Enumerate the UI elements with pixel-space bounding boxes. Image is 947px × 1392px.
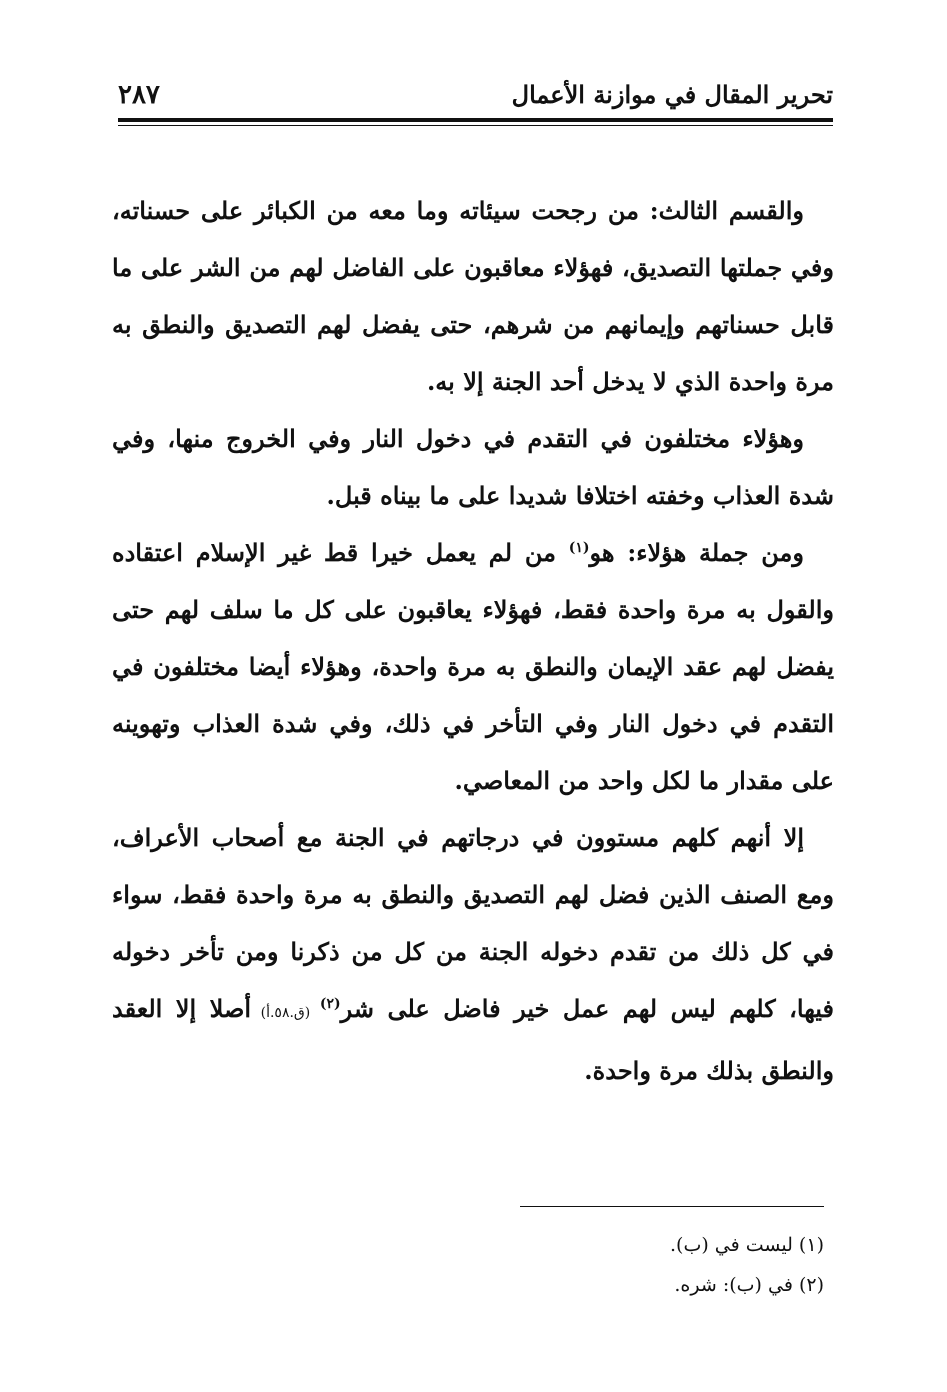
page-number: ٢٨٧ bbox=[118, 80, 160, 110]
footnote: (١) ليست في (ب). bbox=[670, 1234, 824, 1256]
footnote-ref: (١) bbox=[568, 540, 590, 556]
paragraph: وهؤلاء مختلفون في التقدم في دخول النار وفي الخروج منها، وفي شدة العذاب وخفته اختلافا شديدا على ما بيناه قبل. bbox=[112, 424, 834, 510]
manuscript-folio-marker: (ق.٥٨.أ) bbox=[251, 1005, 320, 1021]
footnote-separator bbox=[520, 1206, 824, 1207]
header-rule-thin bbox=[118, 125, 833, 126]
page-header bbox=[118, 80, 833, 120]
paragraph bbox=[112, 524, 834, 809]
paragraph bbox=[112, 809, 834, 1099]
paragraph-text: أصلا إلا العقد والنطق بذلك مرة واحدة. bbox=[112, 994, 834, 1085]
paragraph-text: إلا أنهم كلهم مستوون في درجاتهم في الجنة مع أصحاب الأعراف، ومع الصنف الذين فضل لهم التصديق والنطق به مرة واحدة فقط، سواء في كل ذلك من تقدم دخوله الجنة من كل من ذكرنا ومن تأخر دخوله فيها، كلهم ليس لهم عمل خير فاضل على شر bbox=[112, 823, 834, 1023]
main-text bbox=[112, 182, 834, 1099]
footnote: (٢) في (ب): شره. bbox=[674, 1274, 824, 1296]
running-title: تحرير المقال في موازنة الأعمال bbox=[511, 80, 833, 109]
header-rule-thick bbox=[118, 118, 833, 122]
paragraph-text: ومن جملة هؤلاء: هو bbox=[589, 538, 804, 567]
paragraph-text: من لم يعمل خيرا قط غير الإسلام اعتقاده والقول به مرة واحدة فقط، فهؤلاء يعاقبون على كل ما سلف لهم حتى يفضل لهم عقد الإيمان والنطق به مرة واحدة، وهؤلاء أيضا مختلفون في التقدم في دخول النار وفي التأخر في ذلك، وفي شدة العذاب وتهوينه على مقدار ما لكل واحد من المعاصي. bbox=[112, 538, 834, 795]
footnote-ref: (٢) bbox=[319, 996, 341, 1012]
paragraph: والقسم الثالث: من رجحت سيئاته وما معه من الكبائر على حسناته، وفي جملتها التصديق، فهؤلاء معاقبون على الفاضل لهم من الشر على ما قابل حسناتهم وإيمانهم من شرهم، حتى يفضل لهم التصديق والنطق به مرة واحدة الذي لا يدخل أحد الجنة إلا به. bbox=[112, 196, 834, 396]
footnotes bbox=[520, 1225, 824, 1305]
